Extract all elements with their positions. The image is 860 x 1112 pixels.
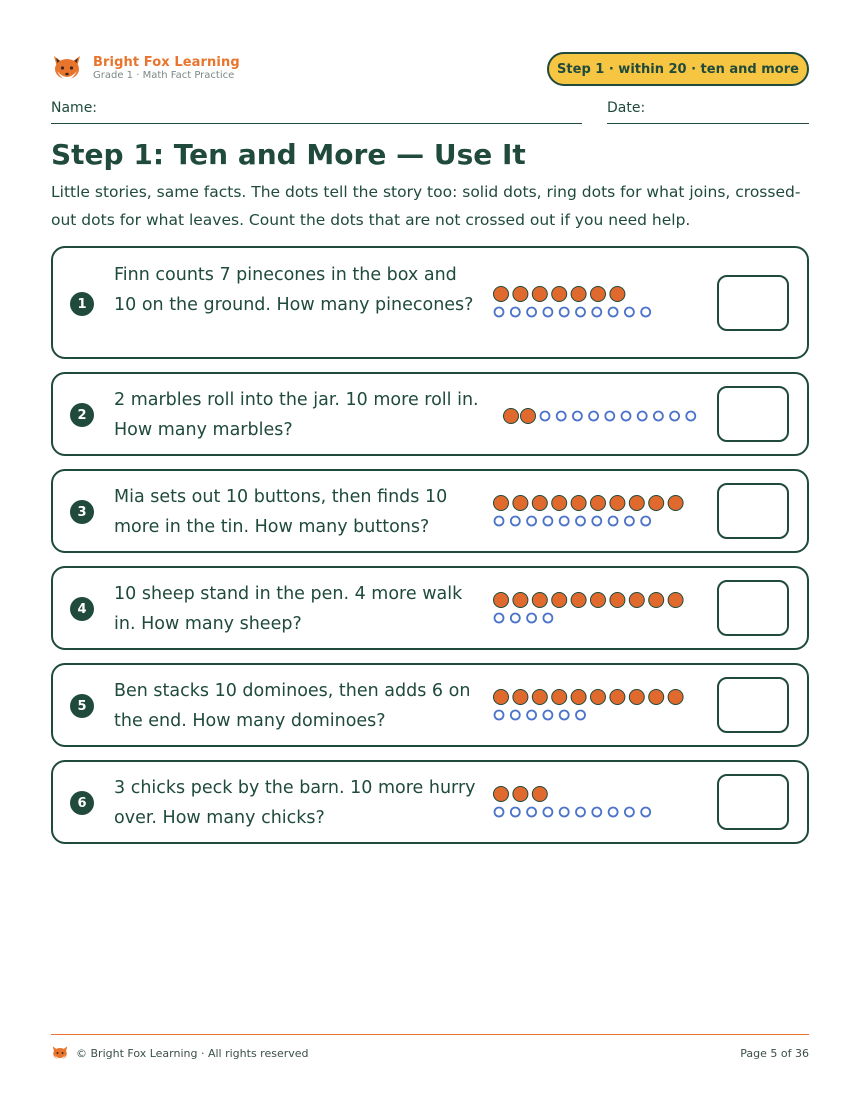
step-badge: Step 1 · within 20 · ten and more <box>547 52 809 86</box>
footer-copyright: © Bright Fox Learning · All rights reserved <box>76 1047 309 1060</box>
name-date-row <box>51 100 809 124</box>
ring-dot <box>560 808 569 817</box>
problem-story: Mia sets out 10 buttons, then finds 10 more in the tin. How many buttons? <box>114 487 448 537</box>
ring-dot <box>495 614 504 623</box>
problem-card-1 <box>51 246 809 359</box>
solid-dot <box>552 593 567 608</box>
problem-card-3 <box>51 469 809 553</box>
ring-dot <box>511 614 520 623</box>
ring-dot <box>576 517 585 526</box>
problem-number: 1 <box>70 292 94 316</box>
ring-dot <box>625 308 634 317</box>
dot-model <box>491 687 691 727</box>
problem-number: 5 <box>70 694 94 718</box>
ring-dot <box>641 308 650 317</box>
name-field[interactable]: Name: <box>51 100 582 124</box>
solid-dot <box>532 496 547 511</box>
problem-story: 2 marbles roll into the jar. 10 more roll in. How many marbles? <box>114 390 479 440</box>
ring-dot <box>543 808 552 817</box>
ring-dot <box>654 412 663 421</box>
ring-dot <box>576 711 585 720</box>
solid-dot <box>532 287 547 302</box>
solid-dot <box>668 593 683 608</box>
ring-dot <box>511 808 520 817</box>
ring-dot <box>541 412 550 421</box>
ring-dot <box>527 517 536 526</box>
ring-dot <box>622 412 631 421</box>
dot-model <box>491 784 691 824</box>
dot-model <box>491 493 691 533</box>
ring-dot <box>543 517 552 526</box>
solid-dot <box>494 593 509 608</box>
solid-dot <box>610 690 625 705</box>
solid-dot <box>513 690 528 705</box>
solid-dot <box>521 409 536 424</box>
ring-dot <box>592 517 601 526</box>
ring-dot <box>625 517 634 526</box>
solid-dot <box>513 287 528 302</box>
ring-dot <box>589 412 598 421</box>
problem-card-5 <box>51 663 809 747</box>
ring-dot <box>495 308 504 317</box>
page-title: Step 1: Ten and More — Use It <box>51 138 526 171</box>
ring-dot <box>527 808 536 817</box>
solid-dot <box>552 496 567 511</box>
answer-box[interactable] <box>717 580 789 636</box>
ring-dot <box>495 711 504 720</box>
brand-name: Bright Fox Learning <box>93 55 240 70</box>
dot-model <box>491 284 691 324</box>
ring-dot <box>638 412 647 421</box>
problem-number: 4 <box>70 597 94 621</box>
solid-dot <box>649 496 664 511</box>
solid-dot <box>532 787 547 802</box>
answer-box[interactable] <box>717 483 789 539</box>
ring-dot <box>511 308 520 317</box>
ring-dot <box>511 711 520 720</box>
ring-dot <box>543 614 552 623</box>
ring-dot <box>641 808 650 817</box>
solid-dot <box>629 593 644 608</box>
answer-box[interactable] <box>717 386 789 442</box>
ring-dot <box>495 517 504 526</box>
solid-dot <box>494 690 509 705</box>
solid-dot <box>513 496 528 511</box>
ring-dot <box>527 711 536 720</box>
ring-dot <box>543 308 552 317</box>
solid-dot <box>571 690 586 705</box>
answer-box[interactable] <box>717 774 789 830</box>
problem-card-6 <box>51 760 809 844</box>
solid-dot <box>649 593 664 608</box>
answer-box[interactable] <box>717 677 789 733</box>
solid-dot <box>591 287 606 302</box>
solid-dot <box>571 496 586 511</box>
solid-dot <box>610 593 625 608</box>
ring-dot <box>686 412 695 421</box>
solid-dot <box>552 287 567 302</box>
solid-dot <box>629 690 644 705</box>
solid-dot <box>494 287 509 302</box>
solid-dot <box>494 787 509 802</box>
solid-dot <box>610 496 625 511</box>
answer-box[interactable] <box>717 275 789 331</box>
ring-dot <box>576 808 585 817</box>
problem-story: 3 chicks peck by the barn. 10 more hurry over. How many chicks? <box>114 778 476 828</box>
solid-dot <box>668 496 683 511</box>
ring-dot <box>557 412 566 421</box>
ring-dot <box>592 808 601 817</box>
problem-story: Ben stacks 10 dominoes, then adds 6 on the end. How many dominoes? <box>114 681 471 731</box>
dot-model <box>491 590 691 630</box>
ring-dot <box>592 308 601 317</box>
solid-dot <box>494 496 509 511</box>
ring-dot <box>560 308 569 317</box>
solid-dot <box>591 593 606 608</box>
solid-dot <box>571 287 586 302</box>
solid-dot <box>532 593 547 608</box>
ring-dot <box>576 308 585 317</box>
problem-story: 10 sheep stand in the pen. 4 more walk in. How many sheep? <box>114 584 463 634</box>
solid-dot <box>591 496 606 511</box>
problem-number: 3 <box>70 500 94 524</box>
ring-dot <box>641 517 650 526</box>
dot-model <box>501 406 711 426</box>
solid-dot <box>571 593 586 608</box>
brand-subtitle: Grade 1 · Math Fact Practice <box>93 70 235 81</box>
solid-dot <box>610 287 625 302</box>
ring-dot <box>527 308 536 317</box>
fox-icon <box>51 1044 69 1062</box>
footer-divider <box>51 1034 809 1035</box>
solid-dot <box>532 690 547 705</box>
solid-dot <box>591 690 606 705</box>
solid-dot <box>668 690 683 705</box>
ring-dot <box>573 412 582 421</box>
problem-story: Finn counts 7 pinecones in the box and 10 on the ground. How many pinecones? <box>114 265 474 315</box>
problem-number: 2 <box>70 403 94 427</box>
ring-dot <box>609 308 618 317</box>
ring-dot <box>495 808 504 817</box>
solid-dot <box>629 496 644 511</box>
solid-dot <box>504 409 519 424</box>
ring-dot <box>625 808 634 817</box>
ring-dot <box>543 711 552 720</box>
problem-card-2 <box>51 372 809 456</box>
ring-dot <box>560 517 569 526</box>
solid-dot <box>513 593 528 608</box>
instructions: Little stories, same facts. The dots tell the story too: solid dots, ring dots for what joins, crossed-out dots for what leaves. Count the dots that are not crossed out if you need help. <box>51 183 801 229</box>
page-number: Page 5 of 36 <box>740 1047 809 1060</box>
solid-dot <box>552 690 567 705</box>
date-field[interactable]: Date: <box>607 100 809 124</box>
solid-dot <box>513 787 528 802</box>
page-header <box>51 52 809 86</box>
fox-icon <box>51 52 83 84</box>
problem-number: 6 <box>70 791 94 815</box>
ring-dot <box>670 412 679 421</box>
ring-dot <box>560 711 569 720</box>
ring-dot <box>605 412 614 421</box>
problem-card-4 <box>51 566 809 650</box>
ring-dot <box>609 808 618 817</box>
solid-dot <box>649 690 664 705</box>
ring-dot <box>609 517 618 526</box>
ring-dot <box>511 517 520 526</box>
ring-dot <box>527 614 536 623</box>
